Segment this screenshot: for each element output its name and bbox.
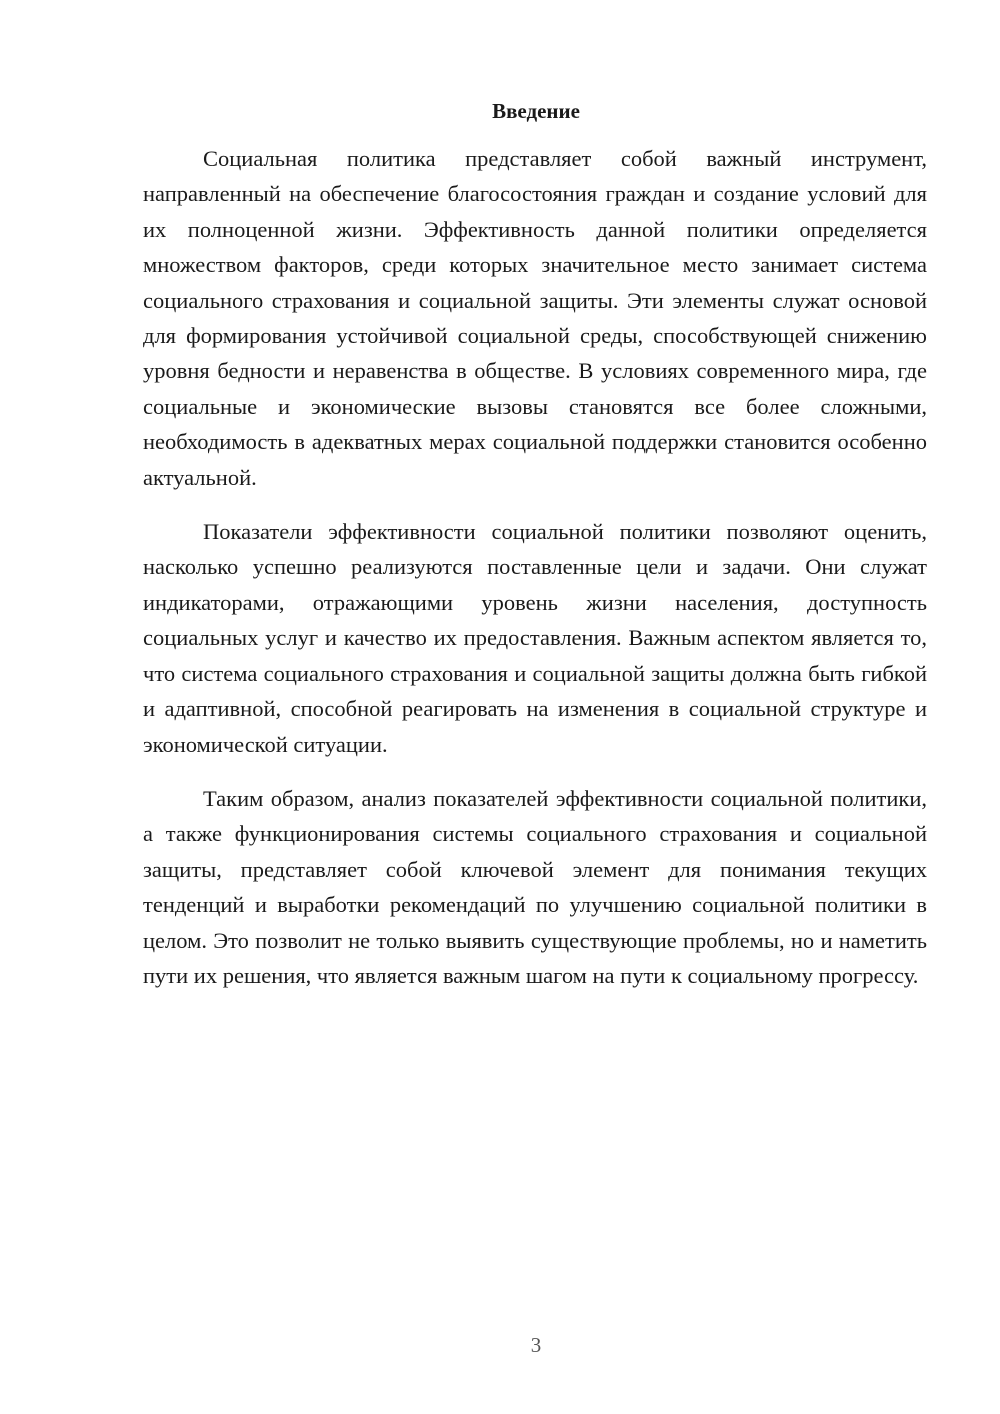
page-number: 3 (530, 1333, 542, 1357)
paragraph-3: Таким образом, анализ показателей эффективности социальной политики, а также функционирования системы социального страхования и социальной защиты, представляет собой ключевой элемент для понимания текущих тенденций и выработки рекомендаций по улучшению социальной политики в целом. Это позволит не только выявить существующие проблемы, но и наметить пути их решения, что является важным шагом на пути к социальному прогрессу. (143, 785, 927, 988)
paragraph-1: Социальная политика представляет собой важный инструмент, направленный на обеспечение благосостояния граждан и создание условий для их полноценной жизни. Эффективность данной политики определяется множеством факторов, среди которых значительное место занимает система социального страхования и социальной защиты. Эти элементы служат основой для формирования устойчивой социальной среды, способствующей снижению уровня бедности и неравенства в обществе. В условиях современного мира, где социальные и экономические вызовы становятся все более сложными, необходимость в адекватных мерах социальной поддержки становится особенно актуальной. (143, 146, 927, 490)
body-text (143, 141, 927, 1012)
paragraph-2: Показатели эффективности социальной политики позволяют оценить, насколько успешно реализуются поставленные цели и задачи. Они служат индикаторами, отражающими уровень жизни населения, доступность социальных услуг и качество их предоставления. Важным аспектом является то, что система социального страхования и социальной защиты должна быть гибкой и адаптивной, способной реагировать на изменения в социальной структуре и экономической ситуации. (143, 519, 927, 757)
section-heading: Введение (492, 99, 580, 123)
